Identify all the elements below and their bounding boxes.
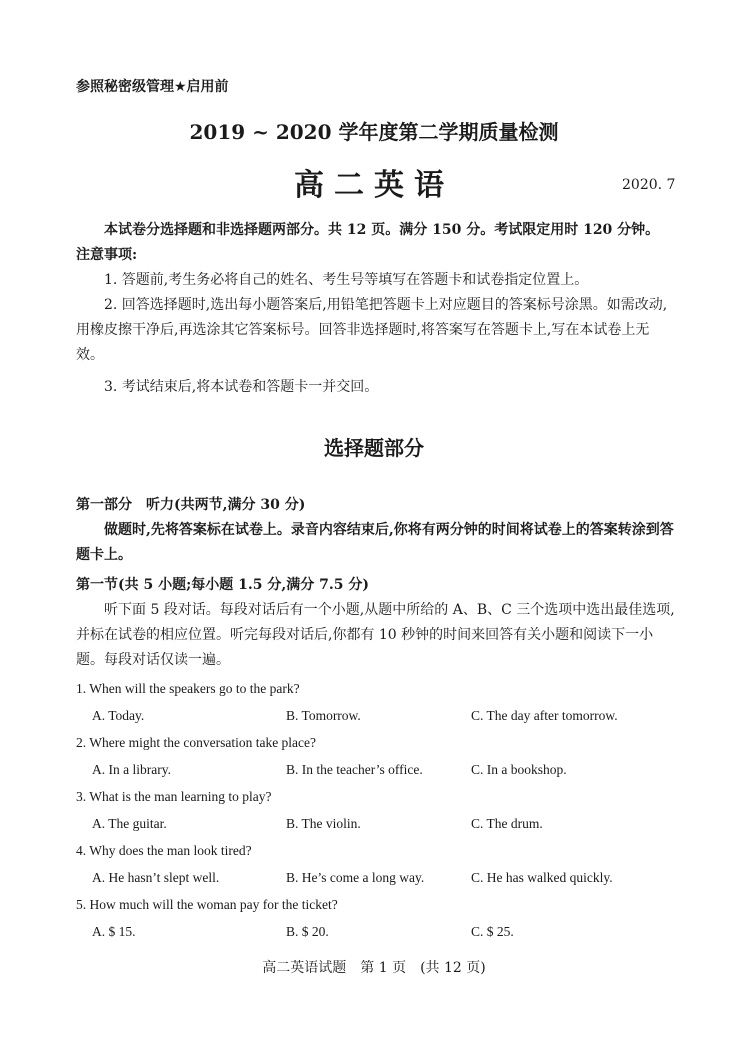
question-5-option-b: B. $ 20. xyxy=(286,924,329,939)
question-4-option-a: A. He hasn’t slept well. xyxy=(92,870,220,885)
question-2-stem: 2. Where might the conversation take place? xyxy=(76,735,317,750)
question-2-option-a: A. In a library. xyxy=(92,762,171,777)
part1-heading: 第一部分 听力(共两节,满分 30 分) xyxy=(76,497,306,513)
question-2-option-b: B. In the teacher’s office. xyxy=(286,762,423,777)
question-2-option-c: C. In a bookshop. xyxy=(471,762,567,777)
notice-item-3: 3. 考试结束后,将本试卷和答题卡一并交回。 xyxy=(104,379,379,395)
question-3-option-b: B. The violin. xyxy=(286,816,361,831)
question-1-option-c: C. The day after tomorrow. xyxy=(471,708,618,723)
question-5-option-c: C. $ 25. xyxy=(471,924,514,939)
question-5-option-a: A. $ 15. xyxy=(92,924,136,939)
exam-date: 2020. 7 xyxy=(622,177,676,193)
section-title: 选择题部分 xyxy=(324,436,424,460)
question-1-option-b: B. Tomorrow. xyxy=(286,708,361,723)
exam-title: 2019 ~ 2020 学年度第二学期质量检测 xyxy=(189,120,559,144)
question-4-stem: 4. Why does the man look tired? xyxy=(76,843,252,858)
page-footer: 高二英语试题 第 1 页 (共 12 页) xyxy=(262,960,486,976)
question-5-stem: 5. How much will the woman pay for the ticket? xyxy=(76,897,338,912)
question-3-stem: 3. What is the man learning to play? xyxy=(76,789,272,804)
question-4-option-b: B. He’s come a long way. xyxy=(286,870,425,885)
notice-item-1: 1. 答题前,考生务必将自己的姓名、考生号等填写在答题卡和试卷指定位置上。 xyxy=(104,272,589,288)
exam-intro: 本试卷分选择题和非选择题两部分。共 12 页。满分 150 分。考试限定用时 120 分钟。 xyxy=(104,222,660,238)
question-1-stem: 1. When will the speakers go to the park? xyxy=(76,681,300,696)
question-4-option-c: C. He has walked quickly. xyxy=(471,870,613,885)
section1-instruction: 听下面 5 段对话。每段对话后有一个小题,从题中所给的 A、B、C 三个选项中选出最佳选项,并标在试卷的相应位置。听完每段对话后,你都有 10 秒钟的时间来回答有关小题和阅读下一小题。每段对话仅读一遍。 xyxy=(76,602,675,668)
subject-title: 高二英语 xyxy=(294,168,454,203)
notice-item-2: 2. 回答选择题时,选出每小题答案后,用铅笔把答题卡上对应题目的答案标号涂黑。如需改动,用橡皮擦干净后,再选涂其它答案标号。回答非选择题时,将答案写在答题卡上,写在本试卷上无效。 xyxy=(76,297,668,363)
section1-heading: 第一节(共 5 小题;每小题 1.5 分,满分 7.5 分) xyxy=(76,577,369,593)
confidentiality-label: 参照秘密级管理★启用前 xyxy=(76,79,229,95)
question-1-option-a: A. Today. xyxy=(92,708,145,723)
notice-label: 注意事项: xyxy=(76,247,138,263)
question-3-option-a: A. The guitar. xyxy=(92,816,167,831)
part1-instruction: 做题时,先将答案标在试卷上。录音内容结束后,你将有两分钟的时间将试卷上的答案转涂到答题卡上。 xyxy=(76,522,674,563)
question-3-option-c: C. The drum. xyxy=(471,816,543,831)
